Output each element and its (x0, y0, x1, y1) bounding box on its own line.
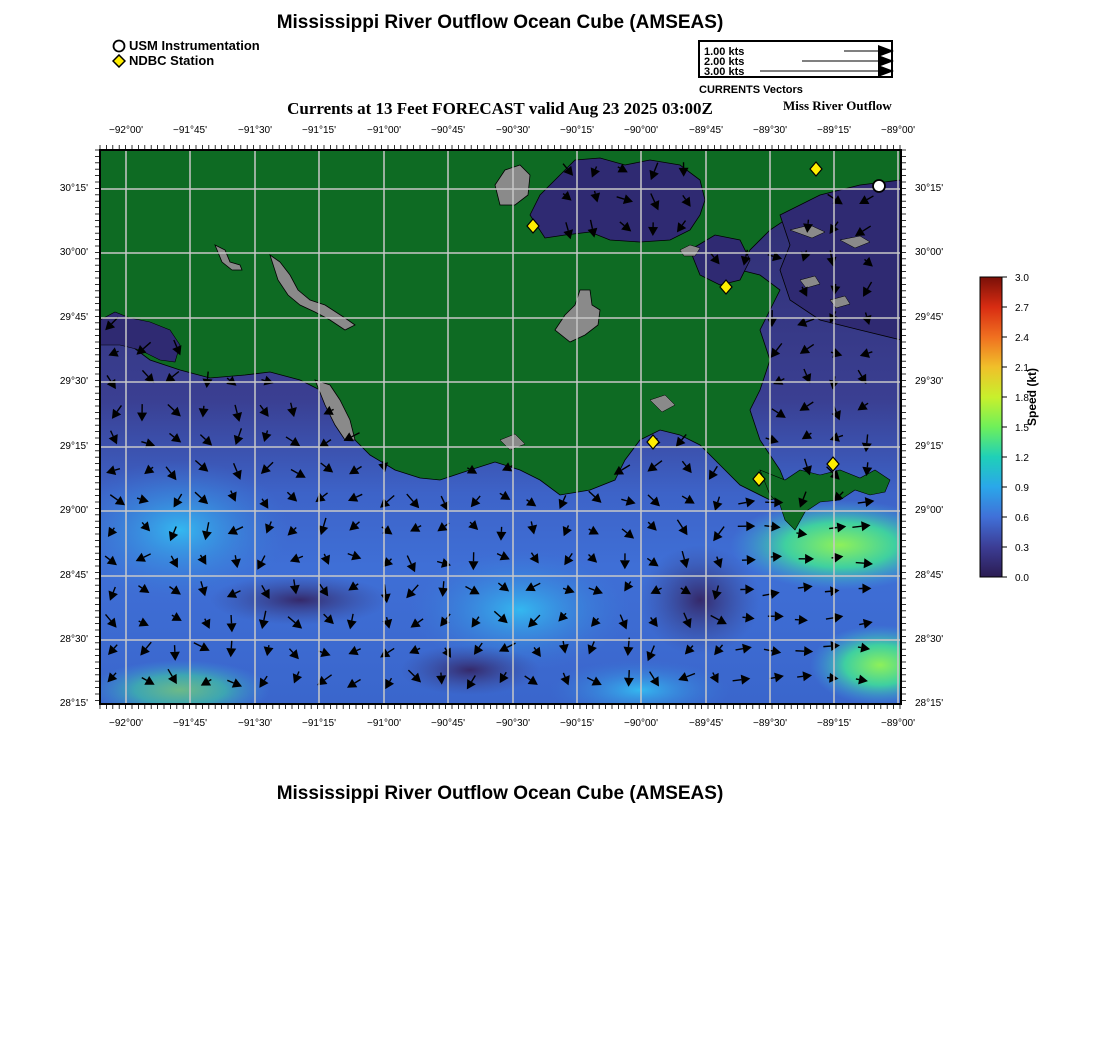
colorbar-tick-label: 0.6 (1015, 513, 1029, 524)
colorbar-tick-label: 3.0 (1015, 273, 1029, 284)
colorbar-tick-label: 0.0 (1015, 573, 1029, 584)
lon-tick-label: −90°15' (560, 125, 594, 136)
current-vector-shaft (798, 587, 804, 588)
lat-tick-label: 30°15' (59, 183, 88, 194)
vector-key-row-3: 3.00 kts (704, 66, 745, 78)
lat-tick-label: 29°45' (915, 312, 944, 323)
vector-key-row-1: 1.00 kts (704, 46, 745, 58)
lon-tick-label: −90°45' (431, 125, 465, 136)
lon-tick-label: −91°00' (367, 718, 401, 729)
lon-tick-label: −92°00' (109, 718, 143, 729)
current-vector-shaft (797, 676, 803, 677)
current-vector-shaft (858, 647, 861, 648)
current-vector-shaft (261, 380, 264, 381)
current-vector-shaft (531, 521, 532, 525)
current-vector-shaft (205, 619, 206, 621)
lat-tick-label: 29°30' (59, 376, 88, 387)
lat-tick-label: 29°45' (59, 312, 88, 323)
speed-jet-southeast (810, 625, 950, 705)
lon-tick-label: −89°30' (753, 718, 787, 729)
colorbar-tick-label: 2.7 (1015, 303, 1029, 314)
lat-tick-label: 28°45' (915, 570, 944, 581)
speed-jet-southwest (90, 660, 270, 720)
footer-title: Mississippi River Outflow Ocean Cube (AMSEAS) (276, 783, 724, 804)
colorbar (975, 270, 1035, 585)
main-title: Mississippi River Outflow Ocean Cube (AMSEAS) (276, 12, 724, 33)
lon-tick-label: −90°30' (496, 718, 530, 729)
colorbar-tick-label: 0.9 (1015, 483, 1029, 494)
current-vector-shaft (387, 617, 388, 620)
current-vector-shaft (563, 588, 566, 589)
lat-tick-label: 30°15' (915, 183, 944, 194)
current-vector-shaft (856, 563, 864, 564)
current-vector-shaft (825, 591, 831, 592)
lon-tick-label: −90°45' (431, 718, 465, 729)
current-vector-shaft (267, 430, 268, 433)
current-vector-shaft (443, 581, 444, 588)
current-vector-shaft (864, 259, 866, 260)
current-vector-shaft (137, 498, 140, 499)
lon-tick-label: −91°30' (238, 718, 272, 729)
lat-tick-label: 28°15' (915, 698, 944, 709)
lon-tick-label: −91°15' (302, 125, 336, 136)
current-vector-shaft (563, 194, 565, 195)
current-vector-shaft (294, 579, 295, 585)
current-vector-shaft (332, 409, 334, 410)
colorbar-ticks (1002, 273, 1029, 584)
current-vector-shaft (139, 621, 141, 622)
lat-tick-label: 29°15' (915, 441, 944, 452)
colorbar-label: Speed (kt) (1025, 367, 1039, 426)
colorbar-ramp (980, 277, 1002, 577)
lat-tick-label: 28°30' (915, 634, 944, 645)
lon-tick-label: −90°00' (624, 718, 658, 729)
slow-eddy-1 (640, 545, 760, 655)
lon-tick-label: −91°45' (173, 718, 207, 729)
colorbar-tick-label: 0.3 (1015, 543, 1029, 554)
lat-tick-label: 29°15' (59, 441, 88, 452)
current-vector-shaft (628, 638, 629, 647)
lat-tick-label: 28°45' (59, 570, 88, 581)
lat-tick-label: 29°00' (915, 505, 944, 516)
current-vector-shaft (595, 191, 596, 194)
colorbar-tick-label: 1.8 (1015, 393, 1029, 404)
current-vector-shaft (859, 624, 864, 625)
lon-tick-label: −90°30' (496, 125, 530, 136)
lat-tick-label: 30°00' (915, 247, 944, 258)
current-vector-shaft (207, 372, 208, 379)
lon-tick-label: −92°00' (109, 125, 143, 136)
lon-tick-label: −89°30' (753, 125, 787, 136)
lon-tick-label: −91°30' (238, 125, 272, 136)
colorbar-tick-label: 1.2 (1015, 453, 1029, 464)
region-label: Miss River Outflow (783, 98, 892, 113)
legend-usm-label: USM Instrumentation (129, 38, 260, 53)
slow-eddy-2 (210, 575, 390, 625)
lat-tick-label: 29°00' (59, 505, 88, 516)
lat-tick-label: 30°00' (59, 247, 88, 258)
colorbar-tick-label: 2.4 (1015, 333, 1029, 344)
current-vector-shaft (858, 502, 866, 503)
current-vector-shaft (856, 679, 859, 680)
usm-instrument (873, 180, 885, 192)
vector-key-row-2: 2.00 kts (704, 56, 745, 68)
current-vector-shaft (802, 287, 803, 289)
colorbar-tick-label: 1.5 (1015, 423, 1029, 434)
map-subtitle: Currents at 13 Feet FORECAST valid Aug 23 2025 03:00Z (287, 99, 713, 118)
current-vector-shaft (235, 555, 236, 559)
lat-tick-label: 28°15' (59, 698, 88, 709)
lon-tick-label: −90°00' (624, 125, 658, 136)
lon-tick-label: −89°15' (817, 718, 851, 729)
legend-ndbc-label: NDBC Station (129, 53, 215, 68)
current-vector-shaft (117, 351, 119, 352)
current-vector-shaft (563, 641, 564, 645)
lat-tick-label: 29°30' (915, 376, 944, 387)
lon-tick-label: −91°45' (173, 125, 207, 136)
lon-tick-label: −91°00' (367, 125, 401, 136)
lon-tick-label: −89°00' (881, 125, 915, 136)
current-vector-shaft (867, 434, 868, 443)
vector-key-caption: CURRENTS Vectors (699, 84, 803, 96)
current-vector-shaft (231, 641, 232, 649)
colorbar-tick-label: 2.1 (1015, 363, 1029, 374)
lon-tick-label: −89°45' (689, 718, 723, 729)
lon-tick-label: −91°15' (302, 718, 336, 729)
current-vector-shaft (823, 646, 831, 647)
lon-tick-label: −89°45' (689, 125, 723, 136)
lon-tick-label: −89°15' (817, 125, 851, 136)
lon-tick-label: −90°15' (560, 718, 594, 729)
lat-tick-label: 28°30' (59, 634, 88, 645)
lon-tick-label: −89°00' (881, 718, 915, 729)
